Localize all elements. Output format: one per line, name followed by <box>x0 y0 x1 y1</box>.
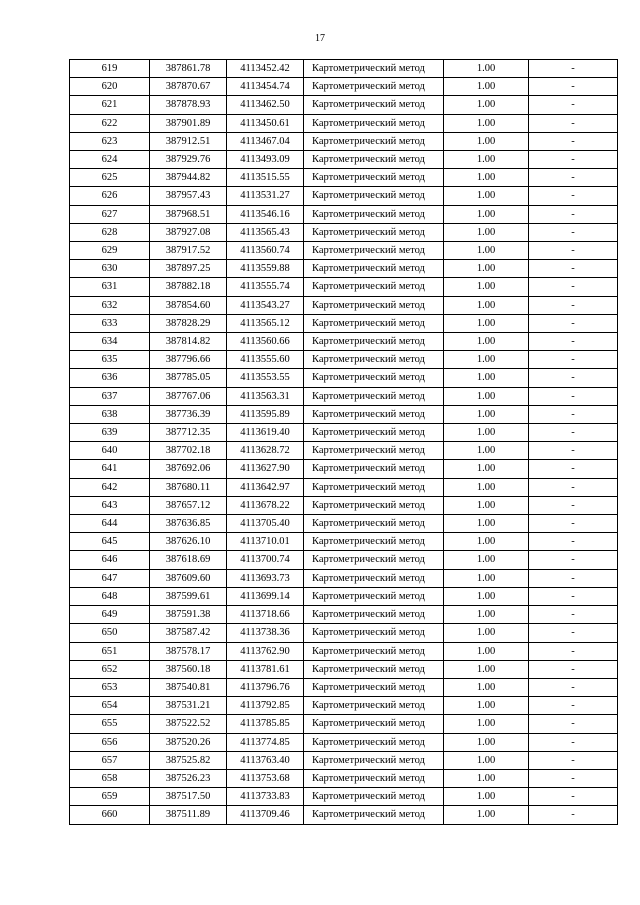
note-cell: - <box>529 260 618 278</box>
accuracy-cell: 1.00 <box>444 515 529 533</box>
note-cell: - <box>529 387 618 405</box>
table-row <box>70 169 618 187</box>
x-coordinate-cell: 387525.82 <box>150 751 227 769</box>
table-row <box>70 296 618 314</box>
point-number-cell: 638 <box>70 405 150 423</box>
accuracy-cell: 1.00 <box>444 132 529 150</box>
accuracy-cell: 1.00 <box>444 387 529 405</box>
method-cell: Картометрический метод <box>304 242 444 260</box>
y-coordinate-cell: 4113515.55 <box>227 169 304 187</box>
coordinates-table <box>69 59 618 825</box>
method-cell: Картометрический метод <box>304 314 444 332</box>
x-coordinate-cell: 387511.89 <box>150 806 227 824</box>
table-row <box>70 369 618 387</box>
point-number-cell: 636 <box>70 369 150 387</box>
x-coordinate-cell: 387578.17 <box>150 642 227 660</box>
note-cell: - <box>529 369 618 387</box>
y-coordinate-cell: 4113710.01 <box>227 533 304 551</box>
y-coordinate-cell: 4113462.50 <box>227 96 304 114</box>
y-coordinate-cell: 4113699.14 <box>227 587 304 605</box>
y-coordinate-cell: 4113553.55 <box>227 369 304 387</box>
y-coordinate-cell: 4113781.61 <box>227 660 304 678</box>
note-cell: - <box>529 733 618 751</box>
point-number-cell: 655 <box>70 715 150 733</box>
x-coordinate-cell: 387917.52 <box>150 242 227 260</box>
x-coordinate-cell: 387520.26 <box>150 733 227 751</box>
table-row <box>70 223 618 241</box>
note-cell: - <box>529 460 618 478</box>
y-coordinate-cell: 4113452.42 <box>227 60 304 78</box>
method-cell: Картометрический метод <box>304 751 444 769</box>
point-number-cell: 647 <box>70 569 150 587</box>
x-coordinate-cell: 387901.89 <box>150 114 227 132</box>
method-cell: Картометрический метод <box>304 405 444 423</box>
y-coordinate-cell: 4113565.12 <box>227 314 304 332</box>
accuracy-cell: 1.00 <box>444 296 529 314</box>
note-cell: - <box>529 806 618 824</box>
point-number-cell: 657 <box>70 751 150 769</box>
x-coordinate-cell: 387796.66 <box>150 351 227 369</box>
method-cell: Картометрический метод <box>304 424 444 442</box>
point-number-cell: 619 <box>70 60 150 78</box>
note-cell: - <box>529 333 618 351</box>
note-cell: - <box>529 642 618 660</box>
x-coordinate-cell: 387828.29 <box>150 314 227 332</box>
method-cell: Картометрический метод <box>304 533 444 551</box>
note-cell: - <box>529 78 618 96</box>
note-cell: - <box>529 515 618 533</box>
x-coordinate-cell: 387702.18 <box>150 442 227 460</box>
method-cell: Картометрический метод <box>304 369 444 387</box>
accuracy-cell: 1.00 <box>444 806 529 824</box>
method-cell: Картометрический метод <box>304 223 444 241</box>
point-number-cell: 622 <box>70 114 150 132</box>
note-cell: - <box>529 151 618 169</box>
x-coordinate-cell: 387814.82 <box>150 333 227 351</box>
y-coordinate-cell: 4113642.97 <box>227 478 304 496</box>
y-coordinate-cell: 4113563.31 <box>227 387 304 405</box>
table-row <box>70 278 618 296</box>
method-cell: Картометрический метод <box>304 733 444 751</box>
accuracy-cell: 1.00 <box>444 478 529 496</box>
note-cell: - <box>529 242 618 260</box>
method-cell: Картометрический метод <box>304 151 444 169</box>
point-number-cell: 630 <box>70 260 150 278</box>
x-coordinate-cell: 387854.60 <box>150 296 227 314</box>
y-coordinate-cell: 4113693.73 <box>227 569 304 587</box>
point-number-cell: 652 <box>70 660 150 678</box>
accuracy-cell: 1.00 <box>444 733 529 751</box>
accuracy-cell: 1.00 <box>444 751 529 769</box>
point-number-cell: 635 <box>70 351 150 369</box>
y-coordinate-cell: 4113559.88 <box>227 260 304 278</box>
accuracy-cell: 1.00 <box>444 606 529 624</box>
point-number-cell: 660 <box>70 806 150 824</box>
x-coordinate-cell: 387897.25 <box>150 260 227 278</box>
accuracy-cell: 1.00 <box>444 242 529 260</box>
note-cell: - <box>529 788 618 806</box>
accuracy-cell: 1.00 <box>444 715 529 733</box>
accuracy-cell: 1.00 <box>444 278 529 296</box>
method-cell: Картометрический метод <box>304 606 444 624</box>
y-coordinate-cell: 4113454.74 <box>227 78 304 96</box>
method-cell: Картометрический метод <box>304 460 444 478</box>
y-coordinate-cell: 4113763.40 <box>227 751 304 769</box>
y-coordinate-cell: 4113531.27 <box>227 187 304 205</box>
method-cell: Картометрический метод <box>304 515 444 533</box>
point-number-cell: 649 <box>70 606 150 624</box>
table-row <box>70 606 618 624</box>
method-cell: Картометрический метод <box>304 333 444 351</box>
method-cell: Картометрический метод <box>304 678 444 696</box>
note-cell: - <box>529 624 618 642</box>
x-coordinate-cell: 387531.21 <box>150 697 227 715</box>
method-cell: Картометрический метод <box>304 788 444 806</box>
point-number-cell: 646 <box>70 551 150 569</box>
point-number-cell: 639 <box>70 424 150 442</box>
point-number-cell: 626 <box>70 187 150 205</box>
y-coordinate-cell: 4113785.85 <box>227 715 304 733</box>
table-row <box>70 751 618 769</box>
table-row <box>70 733 618 751</box>
x-coordinate-cell: 387587.42 <box>150 624 227 642</box>
point-number-cell: 648 <box>70 587 150 605</box>
accuracy-cell: 1.00 <box>444 151 529 169</box>
page-number: 17 <box>315 33 325 44</box>
accuracy-cell: 1.00 <box>444 533 529 551</box>
accuracy-cell: 1.00 <box>444 587 529 605</box>
point-number-cell: 645 <box>70 533 150 551</box>
y-coordinate-cell: 4113543.27 <box>227 296 304 314</box>
point-number-cell: 623 <box>70 132 150 150</box>
table-row <box>70 569 618 587</box>
note-cell: - <box>529 533 618 551</box>
method-cell: Картометрический метод <box>304 769 444 787</box>
table-row <box>70 769 618 787</box>
accuracy-cell: 1.00 <box>444 697 529 715</box>
method-cell: Картометрический метод <box>304 187 444 205</box>
table-row <box>70 533 618 551</box>
point-number-cell: 637 <box>70 387 150 405</box>
note-cell: - <box>529 296 618 314</box>
table-row <box>70 587 618 605</box>
accuracy-cell: 1.00 <box>444 405 529 423</box>
method-cell: Картометрический метод <box>304 132 444 150</box>
note-cell: - <box>529 551 618 569</box>
x-coordinate-cell: 387712.35 <box>150 424 227 442</box>
y-coordinate-cell: 4113493.09 <box>227 151 304 169</box>
table-row <box>70 187 618 205</box>
y-coordinate-cell: 4113450.61 <box>227 114 304 132</box>
table-row <box>70 424 618 442</box>
accuracy-cell: 1.00 <box>444 333 529 351</box>
accuracy-cell: 1.00 <box>444 678 529 696</box>
x-coordinate-cell: 387526.23 <box>150 769 227 787</box>
y-coordinate-cell: 4113678.22 <box>227 496 304 514</box>
note-cell: - <box>529 405 618 423</box>
x-coordinate-cell: 387882.18 <box>150 278 227 296</box>
table-row <box>70 242 618 260</box>
table-row <box>70 314 618 332</box>
table-row <box>70 78 618 96</box>
table-row <box>70 442 618 460</box>
point-number-cell: 628 <box>70 223 150 241</box>
x-coordinate-cell: 387599.61 <box>150 587 227 605</box>
accuracy-cell: 1.00 <box>444 60 529 78</box>
y-coordinate-cell: 4113555.74 <box>227 278 304 296</box>
note-cell: - <box>529 697 618 715</box>
note-cell: - <box>529 678 618 696</box>
note-cell: - <box>529 60 618 78</box>
note-cell: - <box>529 478 618 496</box>
note-cell: - <box>529 351 618 369</box>
accuracy-cell: 1.00 <box>444 642 529 660</box>
accuracy-cell: 1.00 <box>444 187 529 205</box>
x-coordinate-cell: 387767.06 <box>150 387 227 405</box>
table-row <box>70 405 618 423</box>
y-coordinate-cell: 4113560.66 <box>227 333 304 351</box>
table-row <box>70 60 618 78</box>
method-cell: Картометрический метод <box>304 96 444 114</box>
accuracy-cell: 1.00 <box>444 769 529 787</box>
table-row <box>70 387 618 405</box>
y-coordinate-cell: 4113796.76 <box>227 678 304 696</box>
accuracy-cell: 1.00 <box>444 496 529 514</box>
point-number-cell: 659 <box>70 788 150 806</box>
method-cell: Картометрический метод <box>304 642 444 660</box>
note-cell: - <box>529 223 618 241</box>
table-row <box>70 806 618 824</box>
note-cell: - <box>529 205 618 223</box>
x-coordinate-cell: 387912.51 <box>150 132 227 150</box>
note-cell: - <box>529 278 618 296</box>
method-cell: Картометрический метод <box>304 442 444 460</box>
accuracy-cell: 1.00 <box>444 96 529 114</box>
point-number-cell: 625 <box>70 169 150 187</box>
x-coordinate-cell: 387657.12 <box>150 496 227 514</box>
table-row <box>70 660 618 678</box>
point-number-cell: 633 <box>70 314 150 332</box>
x-coordinate-cell: 387540.81 <box>150 678 227 696</box>
y-coordinate-cell: 4113619.40 <box>227 424 304 442</box>
note-cell: - <box>529 496 618 514</box>
point-number-cell: 642 <box>70 478 150 496</box>
table-row <box>70 642 618 660</box>
note-cell: - <box>529 114 618 132</box>
coordinates-table-body <box>70 60 618 825</box>
method-cell: Картометрический метод <box>304 60 444 78</box>
x-coordinate-cell: 387785.05 <box>150 369 227 387</box>
x-coordinate-cell: 387618.69 <box>150 551 227 569</box>
table-row <box>70 788 618 806</box>
note-cell: - <box>529 769 618 787</box>
note-cell: - <box>529 751 618 769</box>
table-row <box>70 260 618 278</box>
table-row <box>70 205 618 223</box>
point-number-cell: 641 <box>70 460 150 478</box>
x-coordinate-cell: 387626.10 <box>150 533 227 551</box>
y-coordinate-cell: 4113792.85 <box>227 697 304 715</box>
x-coordinate-cell: 387878.93 <box>150 96 227 114</box>
note-cell: - <box>529 169 618 187</box>
y-coordinate-cell: 4113595.89 <box>227 405 304 423</box>
accuracy-cell: 1.00 <box>444 205 529 223</box>
method-cell: Картометрический метод <box>304 387 444 405</box>
method-cell: Картометрический метод <box>304 205 444 223</box>
accuracy-cell: 1.00 <box>444 569 529 587</box>
x-coordinate-cell: 387692.06 <box>150 460 227 478</box>
table-row <box>70 515 618 533</box>
y-coordinate-cell: 4113565.43 <box>227 223 304 241</box>
note-cell: - <box>529 424 618 442</box>
point-number-cell: 627 <box>70 205 150 223</box>
point-number-cell: 651 <box>70 642 150 660</box>
point-number-cell: 624 <box>70 151 150 169</box>
x-coordinate-cell: 387609.60 <box>150 569 227 587</box>
x-coordinate-cell: 387929.76 <box>150 151 227 169</box>
y-coordinate-cell: 4113555.60 <box>227 351 304 369</box>
table-row <box>70 96 618 114</box>
table-row <box>70 496 618 514</box>
point-number-cell: 643 <box>70 496 150 514</box>
y-coordinate-cell: 4113628.72 <box>227 442 304 460</box>
x-coordinate-cell: 387680.11 <box>150 478 227 496</box>
accuracy-cell: 1.00 <box>444 788 529 806</box>
x-coordinate-cell: 387517.50 <box>150 788 227 806</box>
point-number-cell: 656 <box>70 733 150 751</box>
accuracy-cell: 1.00 <box>444 660 529 678</box>
x-coordinate-cell: 387736.39 <box>150 405 227 423</box>
note-cell: - <box>529 442 618 460</box>
point-number-cell: 644 <box>70 515 150 533</box>
x-coordinate-cell: 387927.08 <box>150 223 227 241</box>
point-number-cell: 631 <box>70 278 150 296</box>
y-coordinate-cell: 4113738.36 <box>227 624 304 642</box>
method-cell: Картометрический метод <box>304 624 444 642</box>
y-coordinate-cell: 4113753.68 <box>227 769 304 787</box>
x-coordinate-cell: 387560.18 <box>150 660 227 678</box>
table-row <box>70 624 618 642</box>
method-cell: Картометрический метод <box>304 169 444 187</box>
y-coordinate-cell: 4113700.74 <box>227 551 304 569</box>
table-row <box>70 114 618 132</box>
y-coordinate-cell: 4113709.46 <box>227 806 304 824</box>
note-cell: - <box>529 606 618 624</box>
accuracy-cell: 1.00 <box>444 78 529 96</box>
method-cell: Картометрический метод <box>304 697 444 715</box>
table-row <box>70 460 618 478</box>
note-cell: - <box>529 715 618 733</box>
accuracy-cell: 1.00 <box>444 424 529 442</box>
point-number-cell: 654 <box>70 697 150 715</box>
method-cell: Картометрический метод <box>304 551 444 569</box>
table-row <box>70 333 618 351</box>
method-cell: Картометрический метод <box>304 569 444 587</box>
table-row <box>70 478 618 496</box>
accuracy-cell: 1.00 <box>444 442 529 460</box>
x-coordinate-cell: 387968.51 <box>150 205 227 223</box>
y-coordinate-cell: 4113560.74 <box>227 242 304 260</box>
method-cell: Картометрический метод <box>304 496 444 514</box>
method-cell: Картометрический метод <box>304 114 444 132</box>
table-row <box>70 151 618 169</box>
table-row <box>70 351 618 369</box>
point-number-cell: 634 <box>70 333 150 351</box>
accuracy-cell: 1.00 <box>444 369 529 387</box>
x-coordinate-cell: 387636.85 <box>150 515 227 533</box>
point-number-cell: 653 <box>70 678 150 696</box>
point-number-cell: 629 <box>70 242 150 260</box>
point-number-cell: 620 <box>70 78 150 96</box>
note-cell: - <box>529 187 618 205</box>
point-number-cell: 650 <box>70 624 150 642</box>
accuracy-cell: 1.00 <box>444 551 529 569</box>
method-cell: Картометрический метод <box>304 660 444 678</box>
method-cell: Картометрический метод <box>304 78 444 96</box>
point-number-cell: 621 <box>70 96 150 114</box>
accuracy-cell: 1.00 <box>444 314 529 332</box>
point-number-cell: 640 <box>70 442 150 460</box>
table-row <box>70 551 618 569</box>
x-coordinate-cell: 387591.38 <box>150 606 227 624</box>
y-coordinate-cell: 4113467.04 <box>227 132 304 150</box>
note-cell: - <box>529 587 618 605</box>
y-coordinate-cell: 4113762.90 <box>227 642 304 660</box>
method-cell: Картометрический метод <box>304 478 444 496</box>
note-cell: - <box>529 660 618 678</box>
y-coordinate-cell: 4113774.85 <box>227 733 304 751</box>
x-coordinate-cell: 387522.52 <box>150 715 227 733</box>
accuracy-cell: 1.00 <box>444 114 529 132</box>
table-row <box>70 715 618 733</box>
table-row <box>70 697 618 715</box>
point-number-cell: 632 <box>70 296 150 314</box>
accuracy-cell: 1.00 <box>444 260 529 278</box>
y-coordinate-cell: 4113705.40 <box>227 515 304 533</box>
method-cell: Картометрический метод <box>304 715 444 733</box>
method-cell: Картометрический метод <box>304 806 444 824</box>
accuracy-cell: 1.00 <box>444 351 529 369</box>
note-cell: - <box>529 96 618 114</box>
method-cell: Картометрический метод <box>304 587 444 605</box>
method-cell: Картометрический метод <box>304 278 444 296</box>
y-coordinate-cell: 4113627.90 <box>227 460 304 478</box>
method-cell: Картометрический метод <box>304 351 444 369</box>
table-row <box>70 678 618 696</box>
point-number-cell: 658 <box>70 769 150 787</box>
accuracy-cell: 1.00 <box>444 624 529 642</box>
method-cell: Картометрический метод <box>304 260 444 278</box>
x-coordinate-cell: 387870.67 <box>150 78 227 96</box>
x-coordinate-cell: 387957.43 <box>150 187 227 205</box>
y-coordinate-cell: 4113546.16 <box>227 205 304 223</box>
y-coordinate-cell: 4113733.83 <box>227 788 304 806</box>
accuracy-cell: 1.00 <box>444 223 529 241</box>
x-coordinate-cell: 387861.78 <box>150 60 227 78</box>
table-row <box>70 132 618 150</box>
method-cell: Картометрический метод <box>304 296 444 314</box>
note-cell: - <box>529 132 618 150</box>
accuracy-cell: 1.00 <box>444 169 529 187</box>
note-cell: - <box>529 314 618 332</box>
accuracy-cell: 1.00 <box>444 460 529 478</box>
note-cell: - <box>529 569 618 587</box>
y-coordinate-cell: 4113718.66 <box>227 606 304 624</box>
x-coordinate-cell: 387944.82 <box>150 169 227 187</box>
